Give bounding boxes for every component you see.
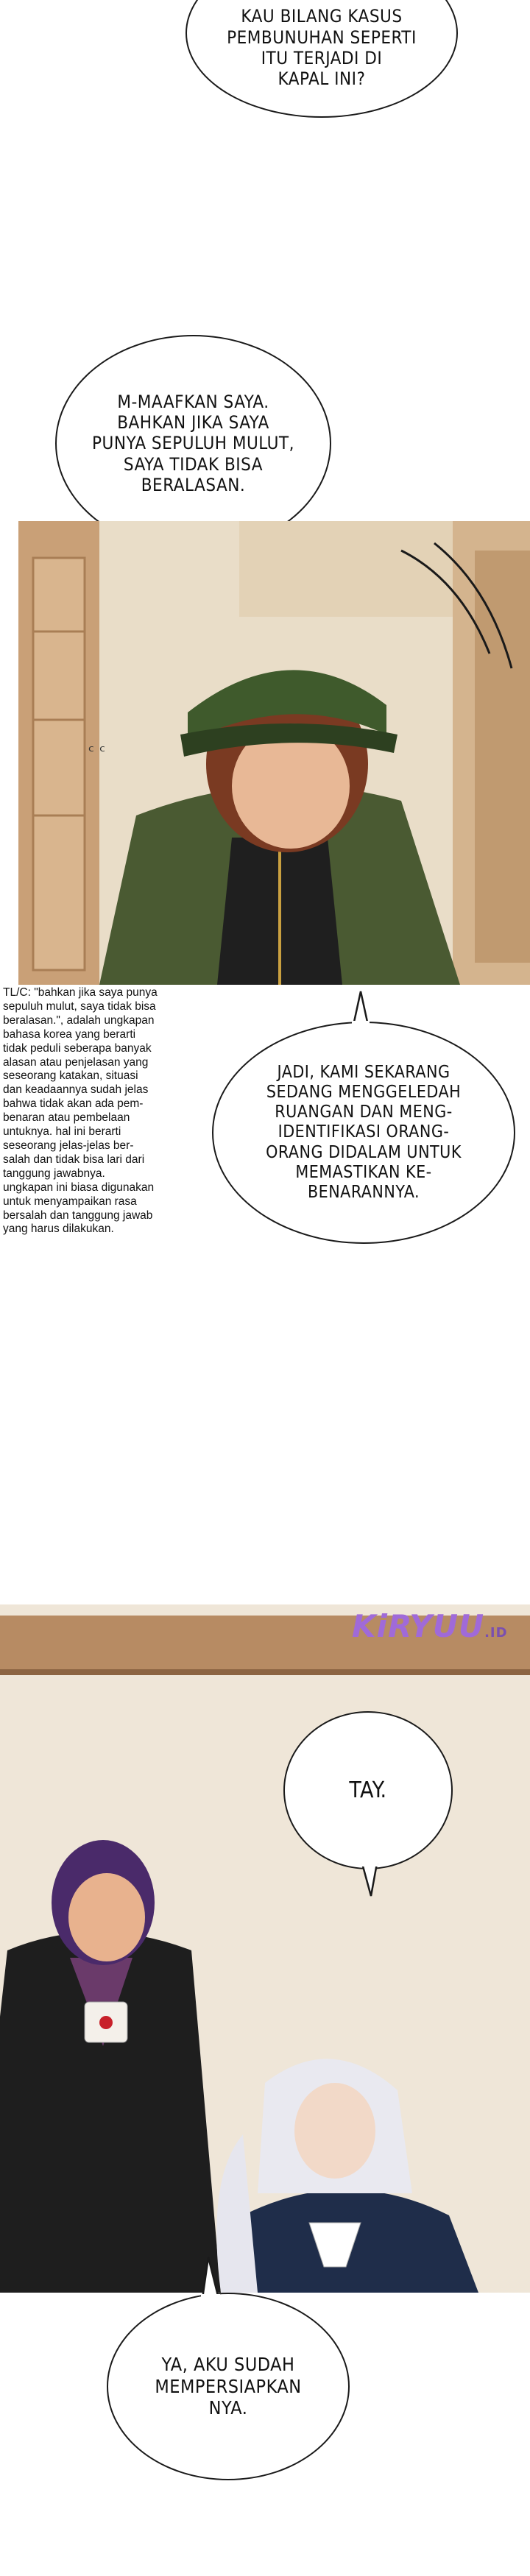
speech-bubble-4-tail [359,1862,381,1899]
watermark-suffix: .ID [484,1625,508,1641]
watermark-logo [352,1608,508,1644]
panel-soldier-art [18,521,530,985]
speech-bubble-5 [107,2293,350,2480]
speech-bubble-3 [212,1022,515,1244]
speech-bubble-2 [55,335,331,552]
speech-bubble-3-text: JADI, KAMI SEKARANG SEDANG MENGGELEDAH RUANGAN DAN MENG- IDENTIFIKASI ORANG- ORANG DIDALAM UNTUK MEMASTIKAN KE- BENARANNYA. [266,1063,462,1202]
speech-bubble-5-text: YA, AKU SUDAH MEMPERSIAPKAN NYA. [155,2354,302,2419]
translator-note: TL/C: "bahkan jika saya punya sepuluh mulut, saya tidak bisa beralasan.", adalah ungkapan bahasa korea yang berarti tidak peduli seberapa banyak alasan atau penjelasan yang seseorang katakan, situasi dan keadaannya sudah jelas bahwa tidak akan ada pem- benaran atau pembelaan untuknya. hal ini berarti seseorang jelas-jelas ber- salah dan tidak bisa lari dari tanggung jawabnya. ungkapan ini biasa digunakan untuk menyampaikan rasa bersalah dan tanggung jawab yang harus dilakukan. [3,986,158,1236]
speech-bubble-1 [186,0,458,118]
speech-bubble-4-text: TAY. [349,1777,387,1803]
speech-bubble-2-text: M-MAAFKAN SAYA. BAHKAN JIKA SAYA PUNYA SEPULUH MULUT, SAYA TIDAK BISA BERALASAN. [92,391,294,495]
speech-bubble-1-text: KAU BILANG KASUS PEMBUNUHAN SEPERTI ITU TERJADI DI KAPAL INI? [227,6,417,90]
speech-bubble-4 [283,1711,453,1869]
panel-characters [0,1604,530,2293]
panel-characters-art [0,1604,530,2293]
svg-text:ᶜ ᶜ: ᶜ ᶜ [88,743,106,761]
watermark-brand: KiRYUU [352,1608,485,1644]
speech-bubble-5-tail [195,2256,225,2300]
panel-soldier [18,521,530,985]
speech-bubble-3-tail [346,990,375,1027]
